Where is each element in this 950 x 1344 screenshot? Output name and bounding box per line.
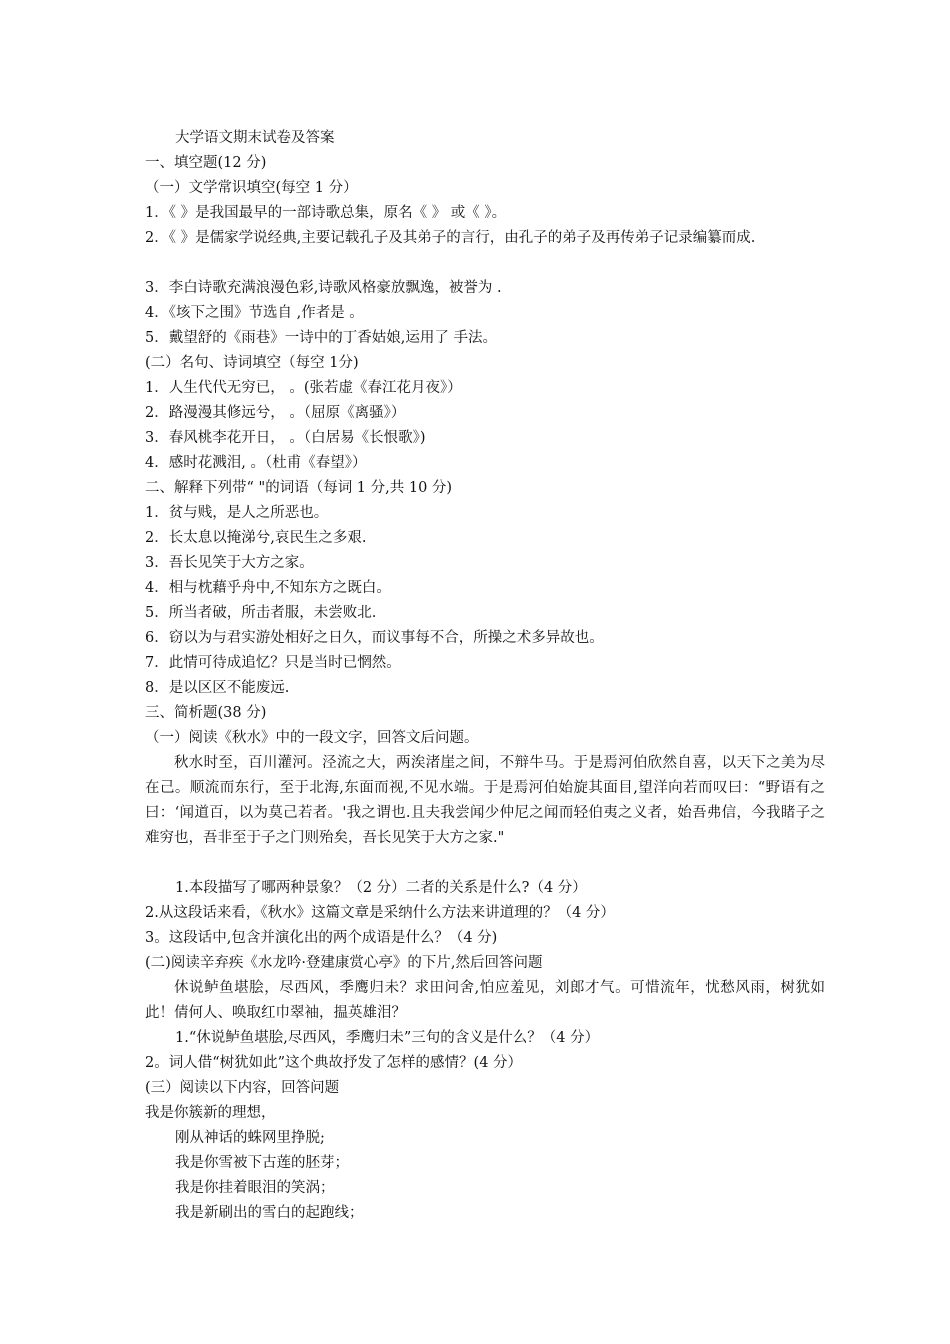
poem-line: 我是新刷出的雪白的起跑线； xyxy=(175,1205,364,1221)
question-line: 8．是以区区不能废远. xyxy=(145,680,290,696)
question-line: 5．所当者破，所击者服，未尝败北. xyxy=(145,605,377,621)
section-3-heading: 三、简析题(38 分) xyxy=(145,705,267,721)
question-line: 5．戴望舒的《雨巷》一诗中的丁香姑娘,运用了 手法。 xyxy=(145,330,497,346)
question-line: 4．《垓下之围》节选自 ,作者是 。 xyxy=(145,305,364,321)
poem-line: 我是你雪被下古莲的胚芽； xyxy=(175,1155,349,1171)
question-line: 4．相与枕藉乎舟中,不知东方之既白。 xyxy=(145,580,391,596)
section-2-heading: 二、解释下列带“ "的词语（每词 1 分,共 10 分) xyxy=(145,480,453,496)
section-1-subheading-2: (二）名句、诗词填空（每空 1分) xyxy=(145,355,359,371)
question-line: 2.从这段话来看，《秋水》这篇文章是采纳什么方法来讲道理的？（4 分） xyxy=(145,905,615,921)
poem-line: 我是你簇新的理想， xyxy=(145,1105,276,1121)
question-line: 2。词人借“树犹如此”这个典故抒发了怎样的感情？(4 分） xyxy=(145,1055,523,1071)
question-line: 1.本段描写了哪两种景象？（2 分）二者的关系是什么?（4 分） xyxy=(175,880,587,896)
question-line: 2．《 》是儒家学说经典,主要记载孔子及其弟子的言行，由孔子的弟子及再传弟子记录编纂而成. xyxy=(145,230,756,246)
document-title: 大学语文期末试卷及答案 xyxy=(175,130,335,146)
question-line: 2．路漫漫其修远兮， 。（屈原《离骚》） xyxy=(145,405,406,421)
question-line: 1．人生代代无穷已， 。(张若虚《春江花月夜》） xyxy=(145,380,462,396)
question-line: 1.“休说鲈鱼堪脍,尽西风，季鹰归未”三句的含义是什么？（4 分） xyxy=(175,1030,600,1046)
question-line: 4．感时花溅泪, 。（杜甫《春望》） xyxy=(145,455,367,471)
question-line: 3。这段话中,包含并演化出的两个成语是什么？（4 分) xyxy=(145,930,498,946)
section-3-subheading-1: （一）阅读《秋水》中的一段文字，回答文后问题。 xyxy=(145,730,479,746)
question-line: 1．《 》是我国最早的一部诗歌总集，原名《 》 或《 》。 xyxy=(145,205,507,221)
question-line: 1．贫与贱，是人之所恶也。 xyxy=(145,505,329,521)
question-line: 3．吾长见笑于大方之家。 xyxy=(145,555,314,571)
section-3-subheading-3: (三）阅读以下内容，回答问题 xyxy=(145,1080,340,1096)
question-line: 7．此情可待成追忆？只是当时已惘然。 xyxy=(145,655,401,671)
poem-line: 刚从神话的蛛网里挣脱; xyxy=(175,1130,325,1146)
section-1-heading: 一、填空题(12 分) xyxy=(145,155,267,171)
question-line: 6．窃以为与君实游处相好之日久，而议事每不合，所操之术多异故也。 xyxy=(145,630,604,646)
section-1-subheading-1: （一）文学常识填空(每空 1 分） xyxy=(145,180,358,196)
passage-autumn-water: 秋水时至，百川灌河。泾流之大，两涘渚崖之间，不辩牛马。于是焉河伯欣然自喜，以天下之美为尽在己。顺流而东行，至于北海,东面而视,不见水端。于是焉河伯始旋其面目,望洋向若而叹曰：“野语有之曰：‘闻道百，以为莫己若者。'我之谓也.且夫我尝闻少仲尼之闻而轻伯夷之义者，始吾弗信，今我睹子之难穷也，吾非至于子之门则殆矣，吾长见笑于大方之家." xyxy=(145,755,825,846)
question-line: 3．李白诗歌充满浪漫色彩,诗歌风格豪放飘逸，被誉为 . xyxy=(145,280,502,296)
poem-line: 我是你挂着眼泪的笑涡； xyxy=(175,1180,335,1196)
section-3-subheading-2: (二)阅读辛弃疾《水龙吟·登建康赏心亭》的下片,然后回答问题 xyxy=(145,955,543,971)
passage-shuilongyin: 休说鲈鱼堪脍，尽西风，季鹰归未？求田问舍,怕应羞见，刘郎才气。可惜流年，忧愁风雨，树犹如此！倩何人、唤取红巾翠袖，揾英雄泪？ xyxy=(145,980,825,1021)
question-line: 2．长太息以掩涕兮,哀民生之多艰. xyxy=(145,530,367,546)
question-line: 3．春风桃李花开日， 。（白居易《长恨歌》) xyxy=(145,430,426,446)
